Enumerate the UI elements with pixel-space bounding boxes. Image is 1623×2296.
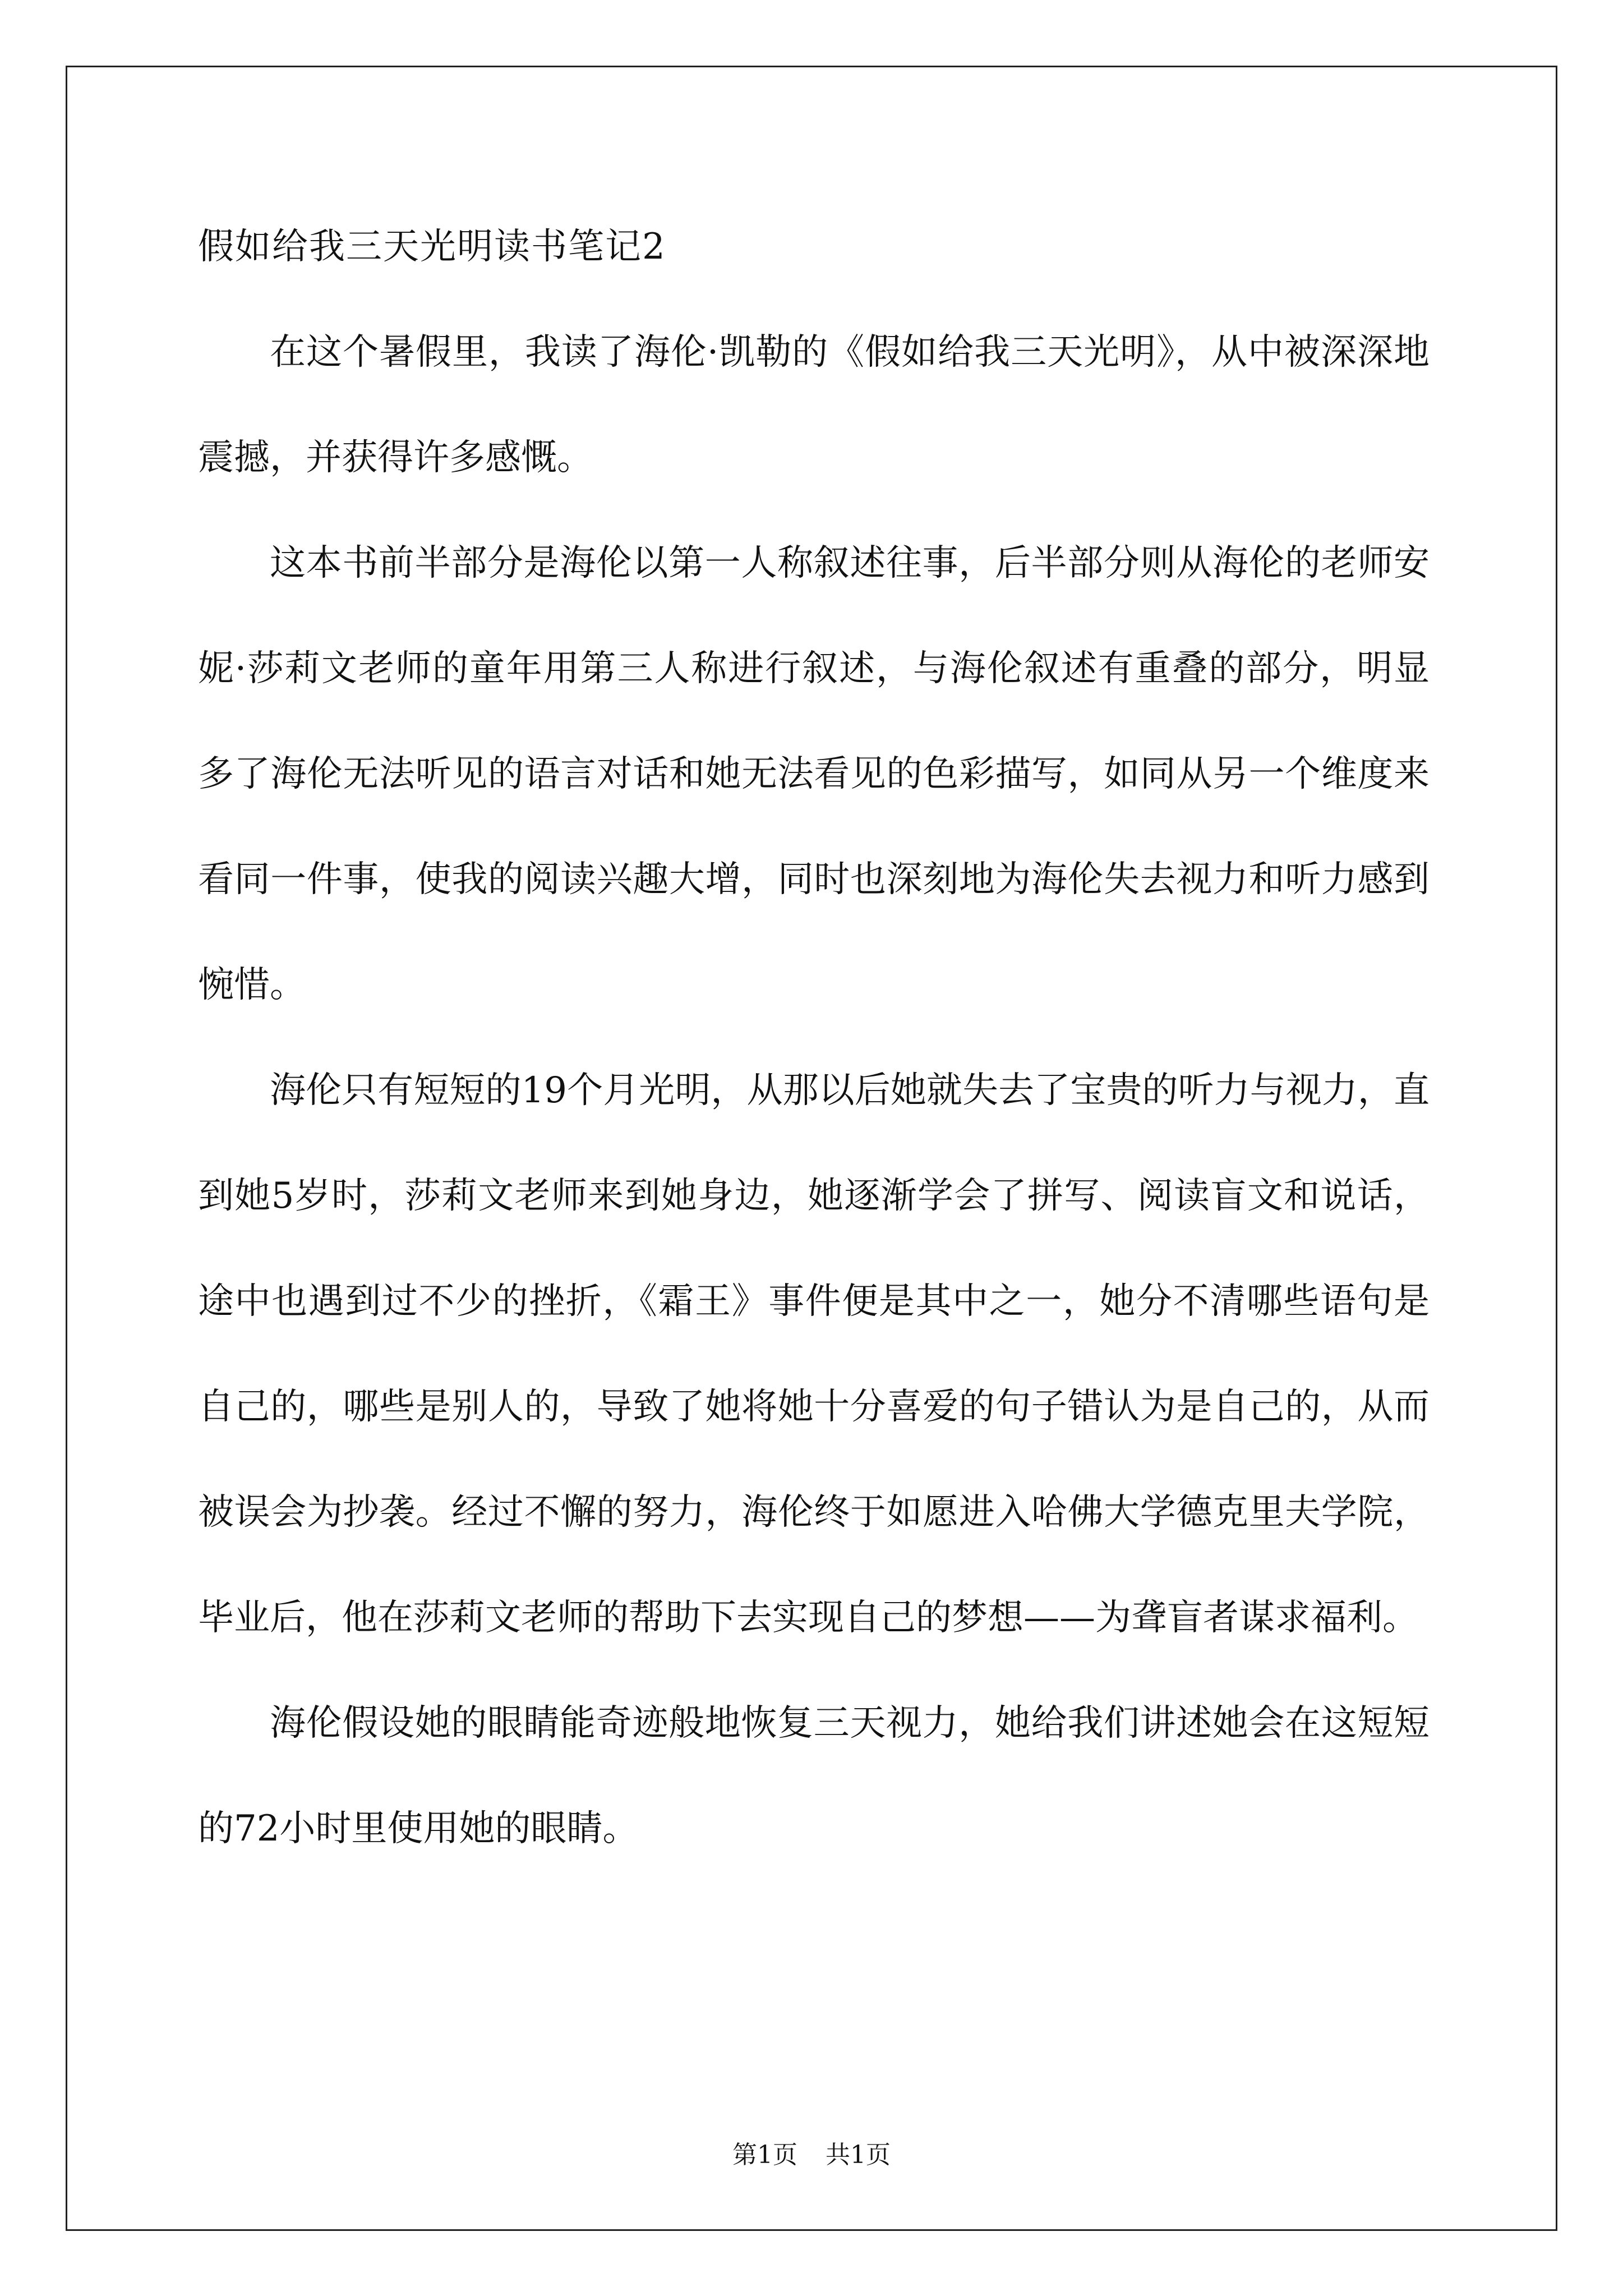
page-total: 共1页 xyxy=(826,2141,891,2169)
document-title: 假如给我三天光明读书笔记2 xyxy=(198,226,666,268)
paragraph-2: 这本书前半部分是海伦以第一人称叙述往事，后半部分则从海伦的老师安妮·莎莉文老师的童年用第三人称进行叙述，与海伦叙述有重叠的部分，明显多了海伦无法听见的语言对话和她无法看见的色彩描写，如同从另一个维度来看同一件事，使我的阅读兴趣大增，同时也深刻地为海伦失去视力和听力感到惋惜。 xyxy=(198,542,1430,1006)
document-body xyxy=(198,219,1430,1881)
paragraph-1: 在这个暑假里，我读了海伦·凯勒的《假如给我三天光明》，从中被深深地震撼，并获得许多感慨。 xyxy=(198,332,1430,478)
page-footer xyxy=(0,2138,1623,2172)
page-number: 第1页 xyxy=(732,2141,797,2169)
paragraph-3: 海伦只有短短的19个月光明，从那以后她就失去了宝贵的听力与视力，直到她5岁时，莎莉文老师来到她身边，她逐渐学会了拼写、阅读盲文和说话，途中也遇到过不少的挫折，《霜王》事件便是其中之一，她分不清哪些语句是自己的，哪些是别人的，导致了她将她十分喜爱的句子错认为是自己的，从而被误会为抄袭。经过不懈的努力，海伦终于如愿进入哈佛大学德克里夫学院，毕业后，他在莎莉文老师的帮助下去实现自己的梦想——为聋盲者谋求福利。 xyxy=(198,1070,1430,1639)
paragraph-4: 海伦假设她的眼睛能奇迹般地恢复三天视力，她给我们讲述她会在这短短的72小时里使用她的眼睛。 xyxy=(198,1703,1430,1849)
